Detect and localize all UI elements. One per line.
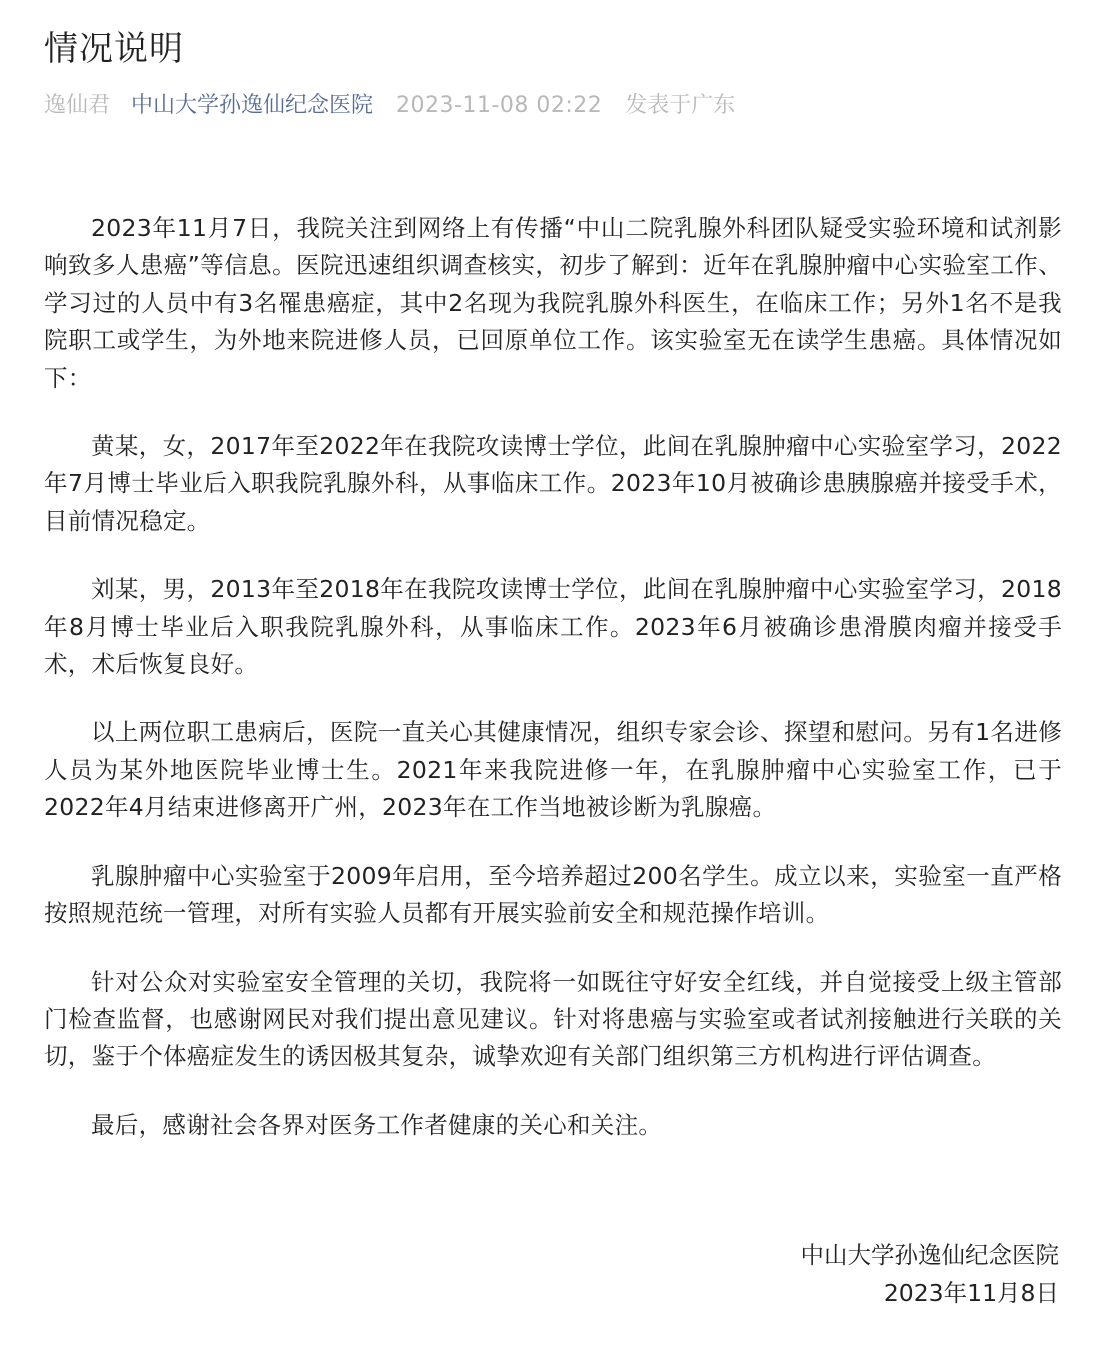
article-title: 情况说明 — [44, 29, 184, 69]
account-link[interactable]: 中山大学孙逸仙纪念医院 — [131, 93, 374, 118]
paragraph: 最后，感谢社会各界对医务工作者健康的关心和关注。 — [91, 1110, 663, 1139]
signature-block — [801, 1236, 1060, 1312]
article-body — [44, 210, 1062, 1175]
paragraph: 以上两位职工患病后，医院一直关心其健康情况，组织专家会诊、探望和慰问。另有1名进修人员为某外地医院毕业博士生。2021年来我院进修一年，在乳腺肿瘤中心实验室工作，已于2022年4月结束进修离开广州，2023年在工作当地被诊断为乳腺癌。 — [44, 718, 1062, 822]
paragraph: 黄某，女，2017年至2022年在我院攻读博士学位，此间在乳腺肿瘤中心实验室学习，2022年7月博士毕业后入职我院乳腺外科，从事临床工作。2023年10月被确诊患胰腺癌并接受手术，目前情况稳定。 — [44, 432, 1062, 535]
publish-datetime: 2023-11-08 02:22 — [396, 93, 603, 118]
paragraph: 刘某，男，2013年至2018年在我院攻读博士学位，此间在乳腺肿瘤中心实验室学习，2018年8月博士毕业后入职我院乳腺外科，从事临床工作。2023年6月被确诊患滑膜肉瘤并接受手术，术后恢复良好。 — [44, 575, 1062, 679]
publish-location: 发表于广东 — [625, 93, 736, 118]
signature-org: 中山大学孙逸仙纪念医院 — [800, 1241, 1059, 1269]
article-meta — [44, 88, 735, 124]
paragraph: 2023年11月7日，我院关注到网络上有传播“中山二院乳腺外科团队疑受实验环境和试剂影响致多人患癌”等信息。医院迅速组织调查核实，初步了解到：近年在乳腺肿瘤中心实验室工作、学习过的人员中有3名罹患癌症，其中2名现为我院乳腺外科医生，在临床工作；另外1名不是我院职工或学生，为外地来院进修人员，已回原单位工作。该实验室无在读学生患癌。具体情况如下： — [44, 214, 1062, 392]
author-name: 逸仙君 — [44, 93, 111, 118]
paragraph: 乳腺肿瘤中心实验室于2009年启用，至今培养超过200名学生。成立以来，实验室一直严格按照规范统一管理，对所有实验人员都有开展实验前安全和规范操作培训。 — [44, 861, 1062, 928]
signature-date: 2023年11月8日 — [883, 1279, 1059, 1307]
paragraph: 针对公众对实验室安全管理的关切，我院将一如既往守好安全红线，并自觉接受上级主管部门检查监督，也感谢网民对我们提出意见建议。针对将患癌与实验室或者试剂接触进行关联的关切，鉴于个体癌症发生的诱因极其复杂，诚挚欢迎有关部门组织第三方机构进行评估调查。 — [44, 967, 1062, 1071]
